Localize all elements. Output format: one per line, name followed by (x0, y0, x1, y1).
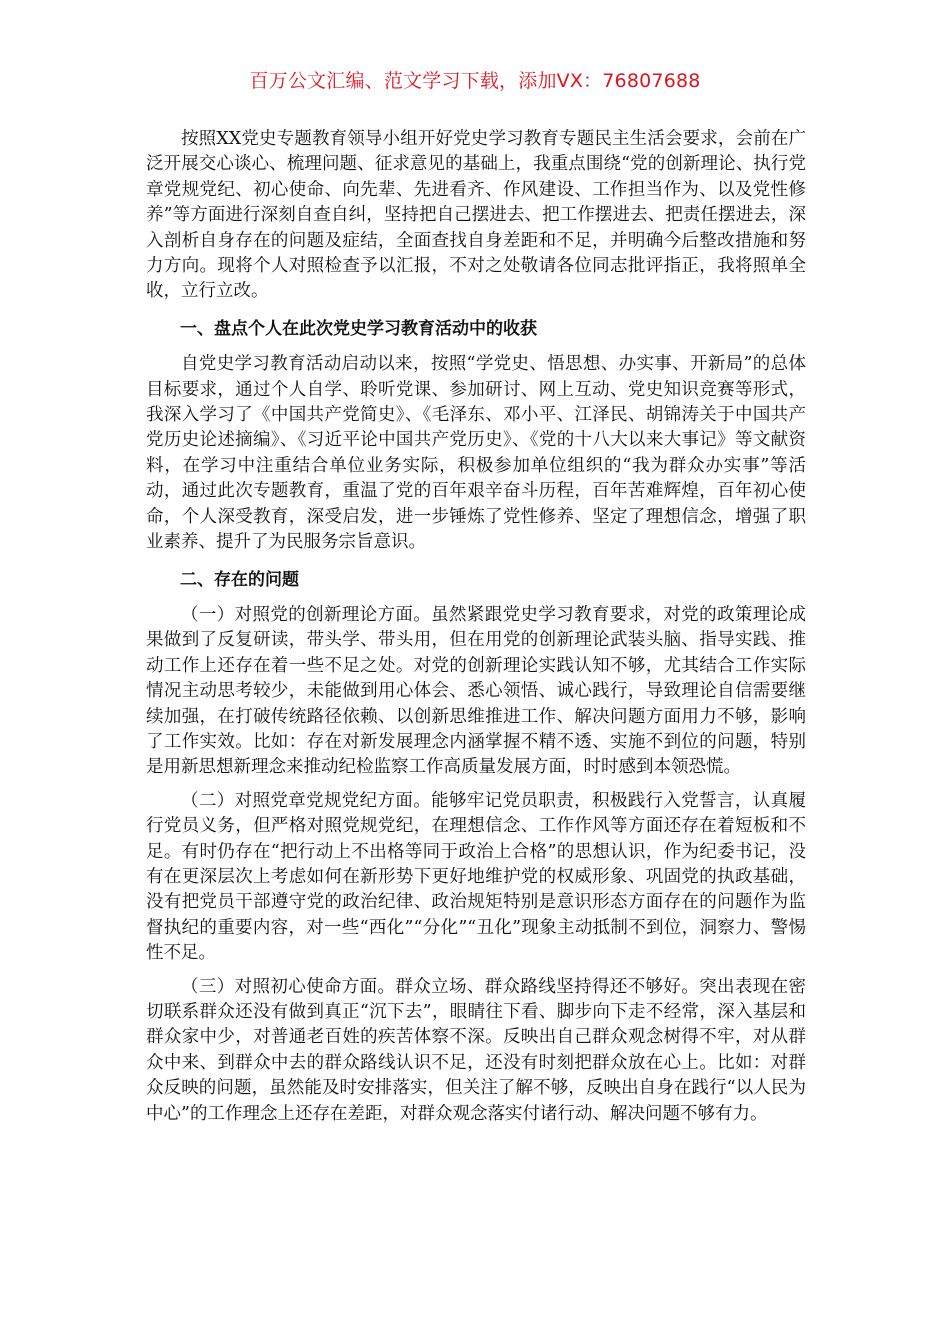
intro-paragraph: 按照XX党史专题教育领导小组开好党史学习教育专题民主生活会要求，会前在广泛开展交心谈心、梳理问题、征求意见的基础上，我重点围绕“党的创新理论、执行党章党规党纪、初心使命、向先辈、先进看齐、作风建设、工作担当作为、以及党性修养”等方面进行深刻自查自纠，坚持把自己摆进去、把工作摆进去、把责任摆进去，深入剖析自身存在的问题及症结，全面查找自身差距和不足，并明确今后整改措施和努力方向。现将个人对照检查予以汇报，不对之处敬请各位同志批评指正，我将照单全收，立行立改。 (146, 129, 806, 302)
gains-paragraph: 自党史学习教育活动启动以来，按照“学党史、悟思想、办实事、开新局”的总体目标要求，通过个人自学、聆听党课、参加研讨、网上互动、党史知识竞赛等形式，我深入学习了《中国共产党简史》、《毛泽东、邓小平、江泽民、胡锦涛关于中国共产党历史论述摘编》、《习近平论中国共产党历史》、《党的十八大以来大事记》等文献资料，在学习中注重结合单位业务实际，积极参加单位组织的“我为群众办实事”等活动，通过此次专题教育，重温了党的百年艰辛奋斗历程，百年苦难辉煌，百年初心使命，个人深受教育，深受启发，进一步锤炼了党性修养、坚定了理想信念，增强了职业素养、提升了为民服务宗旨意识。 (146, 354, 806, 553)
section-heading-problems: 二、存在的问题 (180, 569, 299, 590)
section-heading-gains: 一、盘点个人在此次党史学习教育活动中的收获 (180, 318, 537, 339)
header-note: 百万公文汇编、范文学习下载，添加VX：76807688 (249, 70, 701, 92)
problem-paragraph-theory: （一）对照党的创新理论方面。虽然紧跟党史学习教育要求，对党的政策理论成果做到了反复研读，带头学、带头用，但在用党的创新理论武装头脑、指导实践、推动工作上还存在着一些不足之处。对党的创新理论实践认知不够，尤其结合工作实际情况主动思考较少，未能做到用心体会、悉心领悟、诚心践行，导致理论自信需要继续加强，在打破传统路径依赖、以创新思维推进工作、解决问题方面用力不够，影响了工作实效。比如：存在对新发展理念内涵掌握不精不透、实施不到位的问题，特别是用新思想新理念来推动纪检监察工作高质量发展方面，时时感到本领恐慌。 (146, 604, 806, 778)
document-body (146, 121, 806, 1127)
problem-paragraph-mission: （三）对照初心使命方面。群众立场、群众路线坚持得还不够好。突出表现在密切联系群众还没有做到真正“沉下去”，眼睛往下看、脚步向下走不经常，深入基层和群众家中少，对普通老百姓的疾苦体察不深。反映出自己群众观念树得不牢，对从群众中来、到群众中去的群众路线认识不足，还没有时刻把群众放在心上。比如：对群众反映的问题，虽然能及时安排落实，但关注了解不够，反映出自身在践行“以人民为中心”的工作理念上还存在差距，对群众观念落实付诸行动、解决问题不够有力。 (146, 976, 806, 1124)
problem-paragraph-discipline: （二）对照党章党规党纪方面。能够牢记党员职责，积极践行入党誓言，认真履行党员义务，但严格对照党规党纪，在理想信念、工作作风等方面还存在着短板和不足。有时仍存在“把行动上不出格等同于政治上合格”的思想认识，作为纪委书记，没有在更深层次上考虑如何在新形势下更好地维护党的权威形象、巩固党的执政基础，没有把党员干部遵守党的政治纪律、政治规矩特别是意识形态方面存在的问题作为监督执纪的重要内容，对一些“西化”“分化”“丑化”现象主动抵制不到位，洞察力、警惕性不足。 (146, 790, 806, 964)
